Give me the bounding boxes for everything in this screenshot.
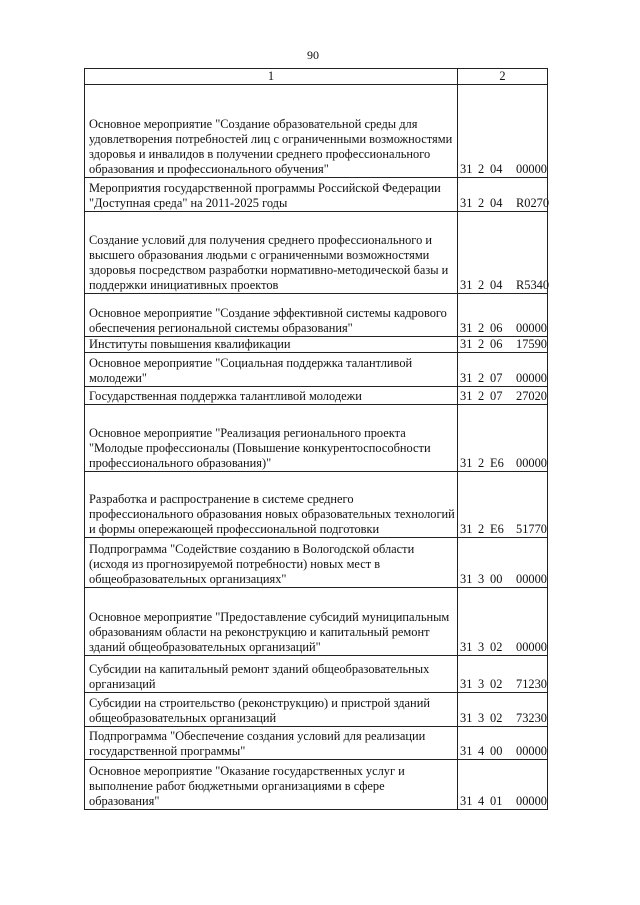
code-program: 31: [460, 711, 473, 725]
code-program: 31: [460, 162, 473, 176]
code-subprogram: 2: [478, 456, 485, 470]
code-subprogram: 2: [478, 278, 485, 292]
code-event: 07: [490, 371, 503, 385]
code-subprogram: 4: [478, 794, 485, 808]
row-name: Основное мероприятие "Реализация регионального проекта "Молодые профессионалы (Повышение конкурентоспособности профессионального образования)": [85, 405, 458, 472]
row-code: [458, 693, 548, 727]
row-code: [458, 85, 548, 178]
code-event: Е6: [490, 456, 504, 470]
row-code: [458, 178, 548, 212]
code-subprogram: 2: [478, 522, 485, 536]
code-direction: 00000: [516, 572, 547, 586]
code-direction: 73230: [516, 711, 547, 725]
table-row: [85, 353, 548, 387]
code-program: 31: [460, 196, 473, 210]
code-program: 31: [460, 456, 473, 470]
code-event: 06: [490, 321, 503, 335]
table-row: [85, 727, 548, 760]
code-program: 31: [460, 677, 473, 691]
code-program: 31: [460, 371, 473, 385]
row-name: Государственная поддержка талантливой молодежи: [85, 387, 458, 405]
code-program: 31: [460, 640, 473, 654]
code-subprogram: 2: [478, 389, 485, 403]
code-event: Е6: [490, 522, 504, 536]
code-direction: 00000: [516, 371, 547, 385]
code-direction: R5340: [516, 278, 550, 292]
code-program: 31: [460, 522, 473, 536]
code-direction: 17590: [516, 337, 547, 351]
code-program: 31: [460, 572, 473, 586]
code-direction: 71230: [516, 677, 547, 691]
budget-classification-table: [84, 68, 548, 810]
row-name: Разработка и распространение в системе среднего профессионального образования новых образовательных технологий и формы опережающей профессиональной подготовки: [85, 472, 458, 538]
code-program: 31: [460, 389, 473, 403]
code-event: 00: [490, 572, 503, 586]
code-subprogram: 3: [478, 677, 485, 691]
row-name: Основное мероприятие "Создание образовательной среды для удовлетворения потребностей лиц с ограниченными возможностями здоровья и инвалидов в получении среднего профессионального образования и профессионального обучения": [85, 85, 458, 178]
table-row: [85, 472, 548, 538]
code-program: 31: [460, 744, 473, 758]
row-name: Мероприятия государственной программы Российской Федерации "Доступная среда" на 2011-2025 годы: [85, 178, 458, 212]
table-header-row: [85, 69, 548, 85]
code-direction: 51770: [516, 522, 547, 536]
code-direction: 00000: [516, 321, 547, 335]
row-name: Подпрограмма "Обеспечение создания условий для реализации государственной программы": [85, 727, 458, 760]
row-code: [458, 760, 548, 810]
table-row: [85, 656, 548, 693]
row-name: Подпрограмма "Содействие созданию в Вологодской области (исходя из прогнозируемой потребности) новых мест в общеобразовательных организациях": [85, 538, 458, 588]
row-code: [458, 727, 548, 760]
code-event: 02: [490, 677, 503, 691]
row-name: Институты повышения квалификации: [85, 337, 458, 353]
table-row: [85, 405, 548, 472]
row-code: [458, 538, 548, 588]
column-header-1: 1: [85, 69, 458, 85]
row-code: [458, 405, 548, 472]
column-header-2: 2: [458, 69, 548, 85]
code-program: 31: [460, 321, 473, 335]
row-name: Субсидии на строительство (реконструкцию) и пристрой зданий общеобразовательных организаций: [85, 693, 458, 727]
code-subprogram: 2: [478, 196, 485, 210]
code-program: 31: [460, 278, 473, 292]
row-code: [458, 656, 548, 693]
code-subprogram: 2: [478, 162, 485, 176]
code-subprogram: 3: [478, 640, 485, 654]
code-direction: 00000: [516, 794, 547, 808]
row-code: [458, 337, 548, 353]
code-event: 04: [490, 196, 503, 210]
code-subprogram: 2: [478, 371, 485, 385]
table-row: [85, 538, 548, 588]
table-row: [85, 337, 548, 353]
code-subprogram: 2: [478, 321, 485, 335]
code-event: 02: [490, 640, 503, 654]
code-event: 02: [490, 711, 503, 725]
row-code: [458, 353, 548, 387]
code-event: 04: [490, 162, 503, 176]
code-direction: 00000: [516, 456, 547, 470]
table-row: [85, 85, 548, 178]
code-direction: 27020: [516, 389, 547, 403]
code-direction: 00000: [516, 744, 547, 758]
code-direction: R0270: [516, 196, 550, 210]
code-direction: 00000: [516, 640, 547, 654]
row-code: [458, 387, 548, 405]
table-row: [85, 693, 548, 727]
code-subprogram: 4: [478, 744, 485, 758]
code-event: 04: [490, 278, 503, 292]
row-code: [458, 294, 548, 337]
table-row: [85, 588, 548, 656]
row-name: Основное мероприятие "Создание эффективной системы кадрового обеспечения региональной системы образования": [85, 294, 458, 337]
code-subprogram: 3: [478, 711, 485, 725]
code-direction: 00000: [516, 162, 547, 176]
code-program: 31: [460, 337, 473, 351]
table-row: [85, 294, 548, 337]
row-name: Основное мероприятие "Социальная поддержка талантливой молодежи": [85, 353, 458, 387]
row-code: [458, 472, 548, 538]
code-event: 00: [490, 744, 503, 758]
page-number: 90: [307, 48, 319, 62]
table-row: [85, 760, 548, 810]
code-event: 01: [490, 794, 503, 808]
row-name: Основное мероприятие "Оказание государственных услуг и выполнение работ бюджетными организациями в сфере образования": [85, 760, 458, 810]
code-event: 06: [490, 337, 503, 351]
code-event: 07: [490, 389, 503, 403]
table-row: [85, 178, 548, 212]
table-row: [85, 387, 548, 405]
table-row: [85, 212, 548, 294]
row-name: Субсидии на капитальный ремонт зданий общеобразовательных организаций: [85, 656, 458, 693]
row-code: [458, 212, 548, 294]
row-code: [458, 588, 548, 656]
code-subprogram: 3: [478, 572, 485, 586]
code-program: 31: [460, 794, 473, 808]
row-name: Создание условий для получения среднего профессионального и высшего образования людьми с ограниченными возможностями здоровья посредством разработки нормативно-методической базы и поддержки инициативных проектов: [85, 212, 458, 294]
row-name: Основное мероприятие "Предоставление субсидий муниципальным образованиям области на реконструкцию и капитальный ремонт зданий общеобразовательных организаций": [85, 588, 458, 656]
code-subprogram: 2: [478, 337, 485, 351]
